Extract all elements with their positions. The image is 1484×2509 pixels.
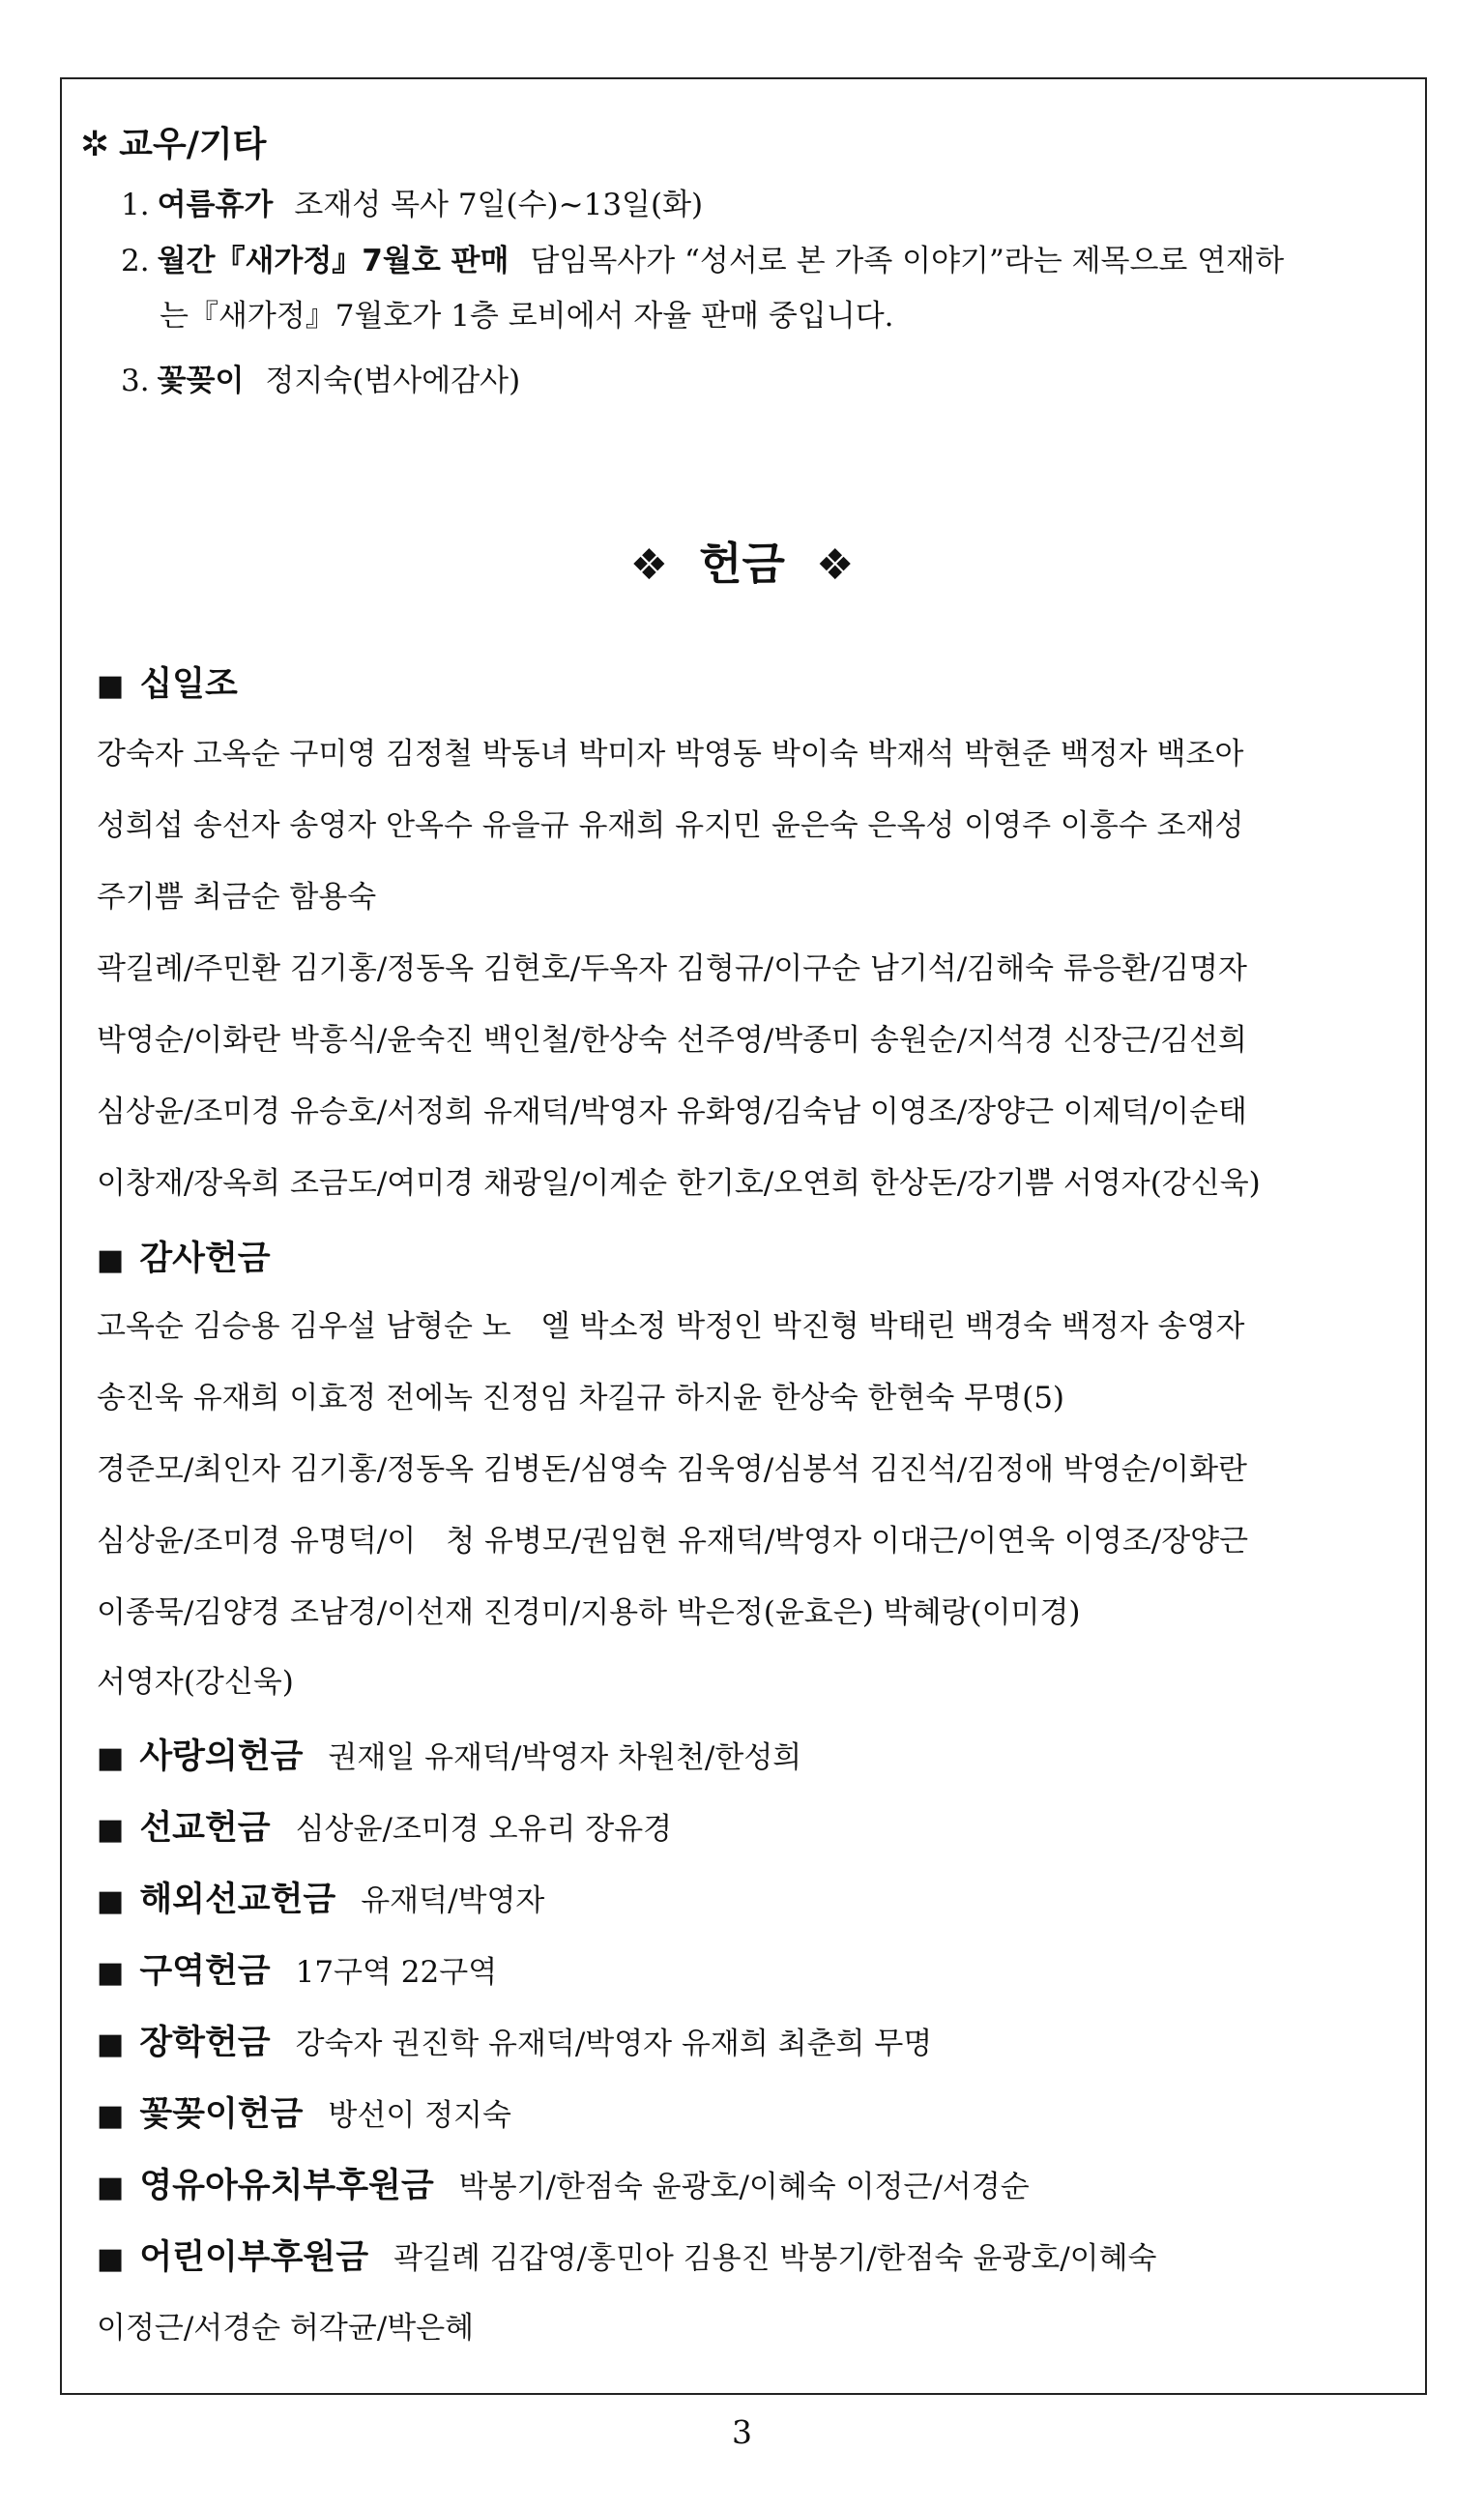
square-bullet-icon: ■ [97,1243,125,1277]
section-names: 17구역 22구역 [295,1955,498,1990]
misc-item-magazine [121,240,1284,282]
names-line: 박영순/이화란 박흥식/윤숙진 백인철/한상숙 선주영/박종미 송원순/지석경 신장근/김선희 [97,1023,1247,1058]
item-number: 1. [121,188,150,222]
names-line: 강숙자 고옥순 구미영 김정철 박동녀 박미자 박영동 박이숙 박재석 박현준 백정자 백조아 [97,737,1244,772]
section-label: 감사헌금 [139,1240,271,1278]
section-label: 사랑의헌금 [139,1737,304,1776]
square-bullet-icon: ■ [97,1813,125,1847]
item-number: 3. [121,364,150,398]
section-label: 해외선교헌금 [139,1881,336,1919]
names-line: 심상윤/조미경 유승호/서정희 유재덕/박영자 유화영/김숙남 이영조/장양근 이제덕/이순태 [97,1094,1247,1129]
section-label: 꽃꽂이헌금 [139,2095,304,2134]
names-line: 이정근/서경순 허각균/박은혜 [97,2311,475,2346]
names-line: 주기쁨 최금순 함용숙 [97,880,377,915]
section-names: 강숙자 권진학 유재덕/박영자 유재희 최춘희 무명 [295,2027,933,2061]
square-bullet-icon: ■ [97,2171,125,2204]
square-bullet-icon: ■ [97,2242,125,2276]
section-district-offering [97,1947,497,1998]
section-flower-offering [97,2090,511,2141]
misc-heading [80,124,266,166]
item-label: 꽃꽂이 [157,364,245,398]
section-mission-offering [97,1804,672,1854]
item-label: 월간『새가정』7월호 판매 [157,244,509,278]
section-label: 선교헌금 [139,1809,271,1848]
section-names: 방선이 정지숙 [328,2098,511,2133]
names-line: 성희섭 송선자 송영자 안옥수 유을규 유재희 유지민 윤은숙 은옥성 이영주 이흥수 조재성 [97,808,1244,843]
section-love-offering [97,1733,801,1783]
section-scholarship [97,2019,932,2069]
names-line: 고옥순 김승용 김우설 남형순 노 엘 박소정 박정인 박진형 박태린 백경숙 백정자 송영자 [97,1309,1245,1344]
misc-heading-text: 교우/기타 [119,125,267,164]
names-line: 서영자(강신욱) [97,1665,294,1700]
section-label: 구역헌금 [139,1952,271,1991]
diamond-icon: ❖ [815,540,855,590]
names-line: 이종묵/김양경 조남경/이선재 진경미/지용하 박은정(윤효은) 박혜랑(이미경) [97,1595,1081,1630]
offering-title-text: 헌금 [699,538,785,590]
section-names: 곽길례 김갑영/홍민아 김용진 박봉기/한점숙 윤광호/이혜숙 [393,2241,1157,2276]
page-number: 3 [732,2413,752,2451]
square-bullet-icon: ■ [97,1956,125,1990]
item-text: 담임목사가 “성서로 본 가족 이야기”라는 제목으로 연재하 [530,244,1285,278]
misc-item-magazine-continuation: 는『새가정』7월호가 1층 로비에서 자율 판매 중입니다. [160,299,894,334]
section-children-support [97,2233,1156,2284]
square-bullet-icon: ■ [97,2028,125,2061]
asterisk-icon: ✲ [80,125,110,164]
diamond-icon: ❖ [629,540,669,590]
names-line: 이창재/장옥희 조금도/여미경 채광일/이계순 한기호/오연희 한상돈/강기쁨 서영자(강신욱) [97,1166,1261,1201]
section-preschool-support [97,2162,1030,2212]
names-line: 심상윤/조미경 유명덕/이 청 유병모/권임현 유재덕/박영자 이대근/이연욱 이영조/장양근 [97,1524,1249,1559]
square-bullet-icon: ■ [97,2099,125,2133]
section-names: 박봉기/한점숙 윤광호/이혜숙 이정근/서경순 [458,2170,1030,2204]
section-label: 어린이부후원금 [139,2238,369,2277]
square-bullet-icon: ■ [97,1741,125,1775]
item-text: 정지숙(범사에감사) [265,364,521,398]
misc-item-vacation [121,184,703,226]
section-overseas-mission [97,1876,544,1926]
square-bullet-icon: ■ [97,669,125,703]
section-tithe [97,660,238,711]
names-line: 송진욱 유재희 이효정 전에녹 진정임 차길규 하지윤 한상숙 한현숙 무명(5) [97,1381,1065,1415]
section-thanksgiving [97,1235,271,1285]
section-names: 권재일 유재덕/박영자 차원천/한성희 [328,1740,802,1775]
names-line: 곽길례/주민환 김기홍/정동옥 김현호/두옥자 김형규/이구순 남기석/김해숙 류응환/김명자 [97,951,1247,986]
offering-title [0,530,1484,599]
item-label: 여름휴가 [157,188,274,222]
names-line: 경준모/최인자 김기홍/정동옥 김병돈/심영숙 김욱영/심봉석 김진석/김정애 박영순/이화란 [97,1452,1247,1487]
section-label: 영유아유치부후원금 [139,2167,434,2205]
square-bullet-icon: ■ [97,1884,125,1918]
item-number: 2. [121,244,150,278]
section-label: 장학헌금 [139,2024,271,2062]
misc-item-flowers [121,360,520,402]
section-names: 유재덕/박영자 [361,1883,545,1918]
section-names: 심상윤/조미경 오유리 장유경 [295,1812,673,1847]
item-text: 조재성 목사 7일(수)~13일(화) [294,188,704,222]
section-label: 십일조 [139,665,238,704]
